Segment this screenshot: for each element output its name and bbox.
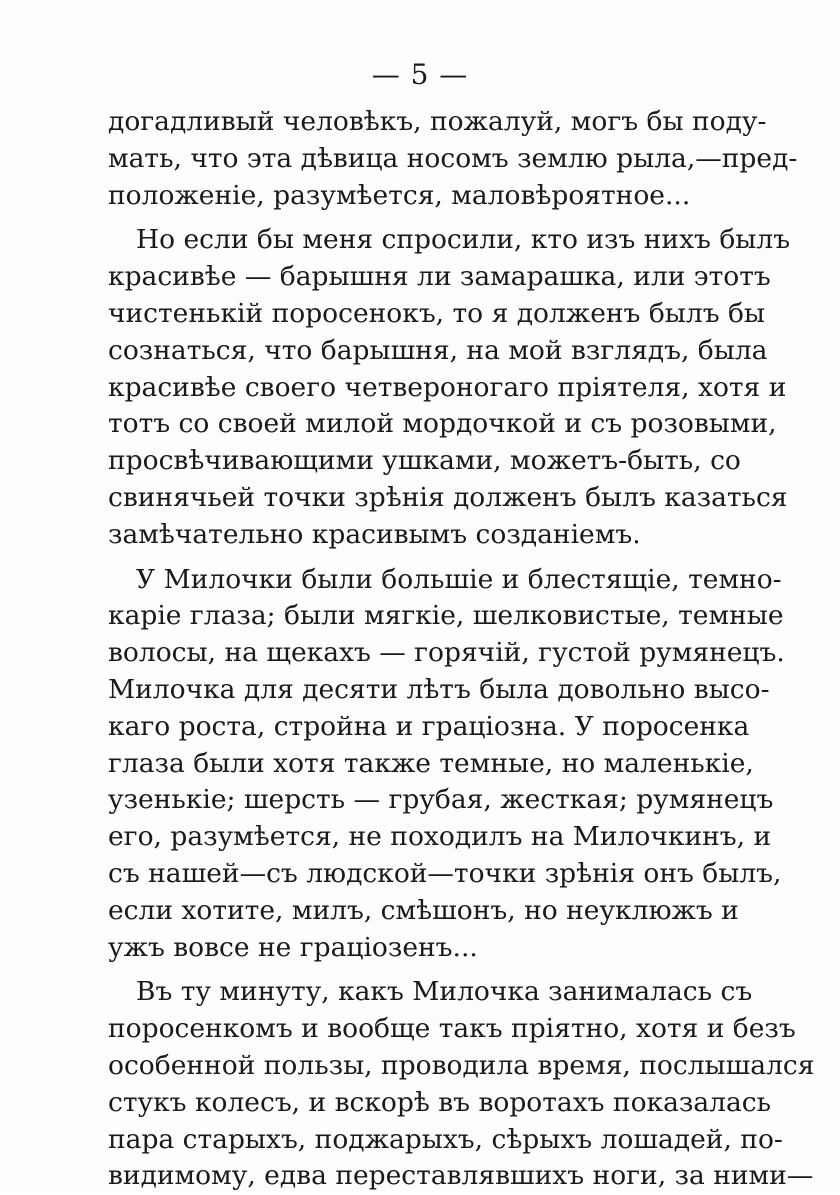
text-line: волосы, на щекахъ — горячій, густой румянецъ.	[108, 637, 785, 669]
text-line: сознаться, что барышня, на мой взглядъ, была	[108, 334, 768, 366]
text-line: свинячьей точки зрѣнія долженъ былъ казаться	[108, 481, 788, 513]
text-line: ужъ вовсе не граціозенъ...	[108, 931, 478, 963]
paragraph-gap	[108, 214, 734, 222]
text-line: чистенькій поросенокъ, то я долженъ былъ бы	[108, 297, 766, 329]
paragraph	[108, 104, 798, 214]
paragraph	[108, 222, 791, 553]
text-line: особенной пользы, проводила время, послышался	[108, 1049, 815, 1081]
paragraph	[108, 562, 785, 967]
text-line: Но если бы меня спросили, кто изъ нихъ былъ	[136, 224, 791, 256]
text-line: положеніе, разумѣется, маловѣроятное...	[108, 179, 691, 211]
text-line: Милочка для десяти лѣтъ была довольно высо-	[108, 673, 770, 705]
text-line: съ нашей—съ людской—точки зрѣнія онъ былъ,	[108, 857, 782, 889]
paragraph-gap	[108, 554, 734, 562]
text-line: тотъ со своей милой мордочкой и съ розовыми,	[108, 408, 777, 440]
paragraph-gap	[108, 966, 734, 974]
text-line: поросенкомъ и вообще такъ пріятно, хотя и безъ	[108, 1013, 796, 1045]
text-line: каго роста, стройна и граціозна. У поросенка	[108, 710, 750, 742]
text-line: видимому, едва переставлявшихъ ноги, за ними—	[108, 1160, 814, 1192]
text-line: просвѣчивающими ушками, можетъ-быть, со	[108, 445, 741, 477]
text-line: стукъ колесъ, и вскорѣ въ воротахъ показалась	[108, 1086, 772, 1118]
text-line: каріе глаза; были мягкіе, шелковистые, темные	[108, 600, 784, 632]
text-line: Въ ту минуту, какъ Милочка занималась съ	[136, 976, 753, 1008]
text-line: его, разумѣется, не походилъ на Милочкинъ, и	[108, 821, 772, 853]
text-line: красивѣе своего четвероногаго пріятеля, хотя и	[108, 371, 787, 403]
text-line: мать, что эта дѣвица носомъ землю рыла,—пред-	[108, 142, 798, 174]
text-line: У Милочки были большіе и блестящіе, темно-	[136, 563, 782, 595]
text-line: узенькіе; шерсть — грубая, жесткая; румянецъ	[108, 784, 774, 816]
paragraph	[108, 974, 815, 1195]
text-line: пара старыхъ, поджарыхъ, сѣрыхъ лошадей, по-	[108, 1123, 783, 1155]
text-line: если хотите, милъ, смѣшонъ, но неуклюжъ и	[108, 894, 739, 926]
text-line: красивѣе — барышня ли замарашка, или этотъ	[108, 261, 771, 293]
body-text	[108, 104, 815, 1195]
text-line: догадливый человѣкъ, пожалуй, могъ бы поду-	[108, 106, 767, 137]
text-line: глаза были хотя также темные, но маленькіе,	[108, 747, 754, 779]
text-line: замѣчательно красивымъ созданіемъ.	[108, 518, 641, 550]
page-number: — 5 —	[371, 58, 469, 91]
